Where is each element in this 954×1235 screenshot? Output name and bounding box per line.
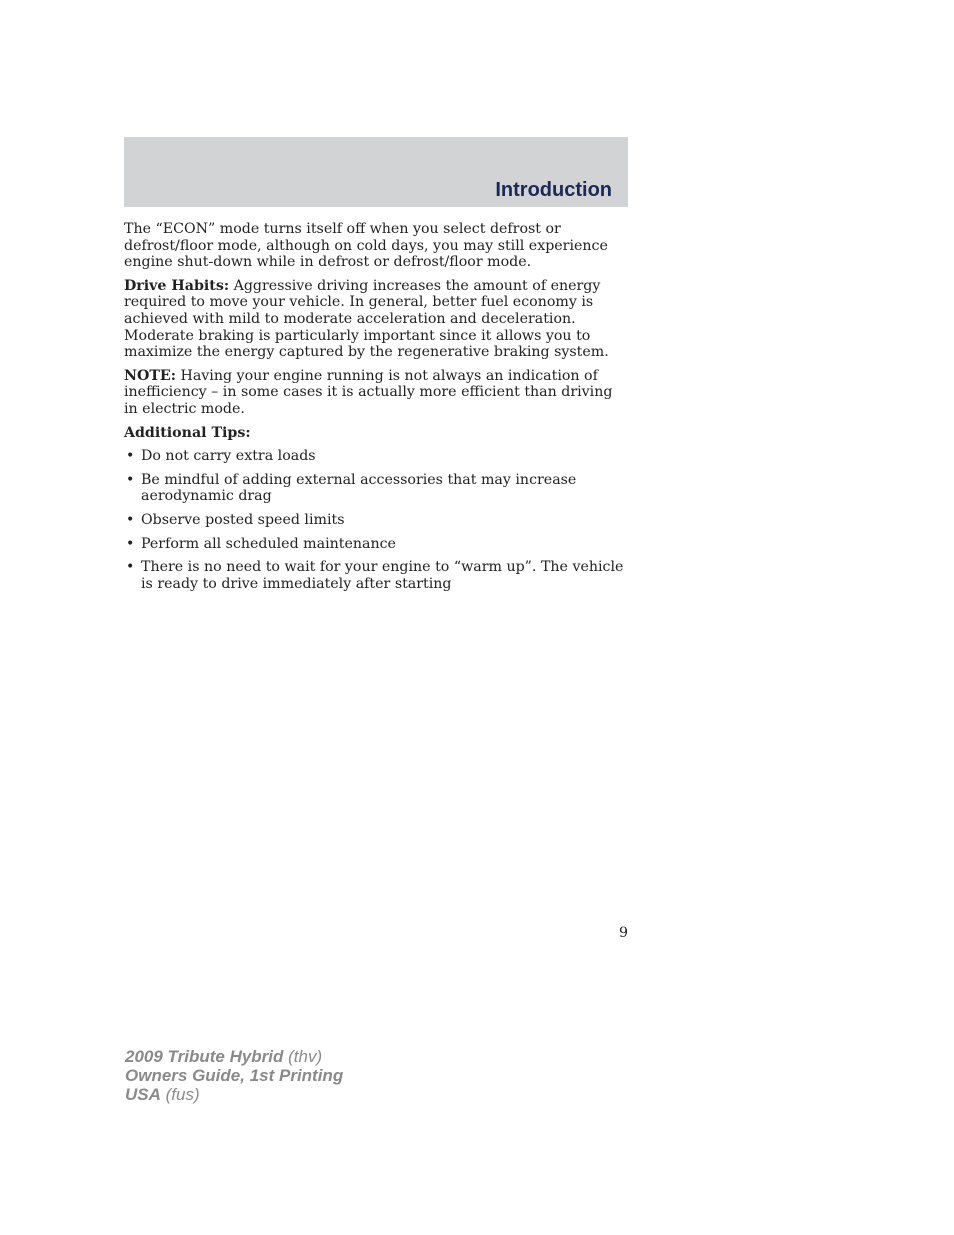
footer-market-code: (fus) xyxy=(160,1085,200,1104)
list-item-text: Observe posted speed limits xyxy=(141,511,345,528)
footer-edition: Owners Guide, 1st Printing xyxy=(125,1066,344,1085)
list-item xyxy=(124,448,624,465)
page-content xyxy=(124,221,624,599)
footer-model: 2009 Tribute Hybrid xyxy=(125,1047,284,1066)
note-paragraph xyxy=(124,368,624,418)
econ-paragraph: The “ECON” mode turns itself off when you select defrost or defrost/floor mode, although on cold days, you may still experience engine shut-down while in defrost or defrost/floor mode. xyxy=(124,221,608,271)
drive-habits-paragraph xyxy=(124,278,624,361)
footer-line-1 xyxy=(125,1047,343,1066)
tips-list xyxy=(124,448,624,592)
list-item xyxy=(124,536,624,553)
list-item xyxy=(124,512,624,529)
print-footer xyxy=(125,1047,343,1104)
bullet-icon: • xyxy=(126,511,135,528)
list-item xyxy=(124,559,624,592)
list-item-text: There is no need to wait for your engine to “warm up”. The vehicle is ready to drive immediately after starting xyxy=(141,559,624,592)
drive-habits-text: Aggressive driving increases the amount of energy required to move your vehicle. In general, better fuel economy is achieved with mild to moderate acceleration and deceleration. Moderate braking is particularly important since it allows you to maximize the energy captured by the regenerative braking system. xyxy=(124,277,609,361)
tips-heading: Additional Tips: xyxy=(124,424,251,441)
footer-line-3 xyxy=(125,1085,343,1104)
footer-market: USA xyxy=(125,1085,161,1104)
bullet-icon: • xyxy=(126,559,135,576)
list-item-text: Be mindful of adding external accessories that may increase aerodynamic drag xyxy=(141,471,577,505)
section-title: Introduction xyxy=(495,179,612,201)
drive-habits-label: Drive Habits: xyxy=(124,277,230,294)
footer-model-code: (thv) xyxy=(283,1047,323,1066)
bullet-icon: • xyxy=(126,535,135,552)
note-text: Having your engine running is not always an indication of inefficiency – in some cases it is actually more efficient than driving in electric mode. xyxy=(124,367,613,417)
bullet-icon: • xyxy=(126,471,135,488)
list-item xyxy=(124,472,624,505)
footer-line-2 xyxy=(125,1066,343,1085)
bullet-icon: • xyxy=(126,448,135,465)
page-number: 9 xyxy=(618,925,628,941)
list-item-text: Do not carry extra loads xyxy=(141,448,316,465)
note-label: NOTE: xyxy=(124,367,176,384)
section-header-band xyxy=(124,137,628,207)
list-item-text: Perform all scheduled maintenance xyxy=(141,535,396,552)
